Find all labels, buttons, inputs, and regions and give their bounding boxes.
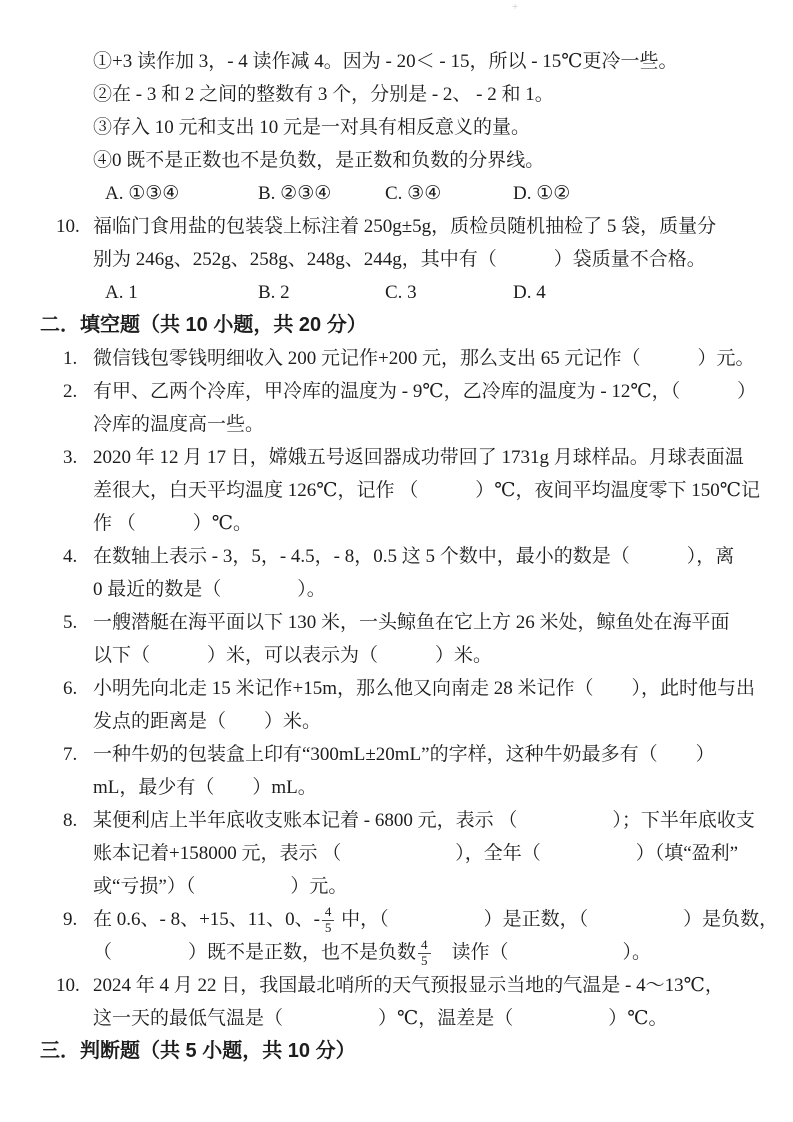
statement-line-4: ④0 既不是正数也不是负数，是正数和负数的分界线。 — [93, 150, 545, 171]
fill-question-1 — [63, 342, 793, 375]
fill-question-3-line-3: 作 （ ）℃。 — [93, 513, 253, 534]
fraction-denominator: 5 — [418, 953, 431, 968]
question-text: 读作（ ）。 — [432, 942, 652, 963]
option-d: D. 4 — [513, 282, 546, 303]
fill-question-5-line-2: 以下（ ）米，可以表示为（ ）米。 — [93, 645, 493, 666]
statement-line-1: ①+3 读作加 3，- 4 读作减 4。因为 - 20＜ - 15，所以 - 15℃更冷一些。 — [93, 51, 678, 72]
fill-question-5-line-1 — [63, 606, 793, 639]
fraction-4-5 — [322, 905, 335, 935]
mc-options-row — [105, 177, 793, 210]
question-text: 福临门食用盐的包装袋上标注着 250g±5g，质检员随机抽检了 5 袋，质量分 — [93, 216, 717, 237]
fill-question-4-line-1 — [63, 540, 793, 573]
question-number: 4. — [63, 546, 78, 567]
fill-question-8-line-1 — [63, 804, 793, 837]
question-text: 一种牛奶的包装盒上印有“300mL±20mL”的字样，这种牛奶最多有（ ） — [93, 744, 715, 765]
stray-plus-mark: + — [512, 1, 519, 13]
option-a: A. ①③④ — [105, 183, 180, 204]
question-number: 9. — [63, 909, 78, 930]
fill-question-10-line-2: 这一天的最低气温是（ ）℃，温差是（ ）℃。 — [93, 1008, 668, 1029]
question-number: 2. — [63, 381, 78, 402]
question-text: 中，（ ）是正数，（ ）是负数， — [336, 909, 779, 930]
option-b: B. ②③④ — [258, 183, 332, 204]
choice-question-10-line-2: 别为 246g、252g、258g、248g、244g，其中有（ ）袋质量不合格。 — [93, 249, 706, 270]
question-text: 2020 年 12 月 17 日，嫦娥五号返回器成功带回了 1731g 月球样品。月球表面温 — [93, 447, 744, 468]
fill-question-9-line-1 — [63, 903, 793, 936]
question-number: 3. — [63, 447, 78, 468]
option-c: C. 3 — [385, 282, 417, 303]
question-text: （ ）既不是正数，也不是负数 — [93, 942, 417, 963]
option-a: A. 1 — [105, 282, 138, 303]
question-text: 在 0.6、- 8、+15、11、0、- — [93, 909, 320, 930]
choice-question-10-line-1 — [56, 210, 793, 243]
question-number: 8. — [63, 810, 78, 831]
section-3-heading: 三．判断题（共 5 小题，共 10 分） — [40, 1040, 356, 1062]
fraction-denominator: 5 — [322, 920, 335, 935]
fill-question-7-line-1 — [63, 738, 793, 771]
question-text: 小明先向北走 15 米记作+15m，那么他又向南走 28 米记作（ ），此时他与出 — [93, 678, 755, 699]
question-text: 有甲、乙两个冷库，甲冷库的温度为 - 9℃，乙冷库的温度为 - 12℃，（ ） — [93, 381, 757, 402]
mc-options-row-q10 — [105, 276, 793, 309]
fill-question-6-line-2: 发点的距离是（ ）米。 — [93, 711, 322, 732]
question-number: 6. — [63, 678, 78, 699]
fill-question-4-line-2: 0 最近的数是（ ）。 — [93, 579, 326, 600]
section-2-heading: 二．填空题（共 10 小题，共 20 分） — [40, 314, 367, 336]
question-number: 10. — [56, 216, 80, 237]
statement-line-2: ②在 - 3 和 2 之间的整数有 3 个，分别是 - 2、 - 2 和 1。 — [93, 84, 554, 105]
question-text: 某便利店上半年底收支账本记着 - 6800 元，表示 （ ）；下半年底收支 — [93, 810, 755, 831]
option-c: C. ③④ — [385, 183, 442, 204]
question-text: 2024 年 4 月 22 日，我国最北哨所的天气预报显示当地的气温是 - 4～13℃， — [93, 975, 724, 996]
option-d: D. ①② — [513, 183, 571, 204]
fraction-numerator: 4 — [324, 904, 332, 920]
fill-question-8-line-2: 账本记着+158000 元，表示 （ ），全年（ ）（填“盈利” — [93, 843, 739, 864]
fill-question-3-line-2: 差很大，白天平均温度 126℃，记作 （ ）℃，夜间平均温度零下 150℃记 — [93, 480, 761, 501]
question-number: 5. — [63, 612, 78, 633]
fill-question-3-line-1 — [63, 441, 793, 474]
fill-question-6-line-1 — [63, 672, 793, 705]
fill-question-2-line-2: 冷库的温度高一些。 — [93, 414, 265, 435]
question-text: 一艘潜艇在海平面以下 130 米，一头鲸鱼在它上方 26 米处，鲸鱼处在海平面 — [93, 612, 730, 633]
fill-question-8-line-3: 或“亏损”）（ ）元。 — [93, 876, 348, 897]
question-text: 微信钱包零钱明细收入 200 元记作+200 元，那么支出 65 元记作（ ）元。 — [93, 348, 755, 369]
question-number: 1. — [63, 348, 78, 369]
question-number: 10. — [56, 975, 80, 996]
fraction-numerator: 4 — [421, 937, 428, 953]
fill-question-10-line-1 — [56, 969, 793, 1002]
fill-question-2-line-1 — [63, 375, 793, 408]
fill-question-7-line-2: mL，最少有（ ）mL。 — [93, 777, 317, 798]
statement-line-3: ③存入 10 元和支出 10 元是一对具有相反意义的量。 — [93, 117, 531, 138]
fill-question-9-line-2 — [93, 936, 793, 969]
question-number: 7. — [63, 744, 78, 765]
question-text: 在数轴上表示 - 3，5，- 4.5，- 8，0.5 这 5 个数中，最小的数是（ ），离 — [93, 546, 735, 567]
option-b: B. 2 — [258, 282, 290, 303]
fraction-4-5 — [418, 938, 431, 968]
